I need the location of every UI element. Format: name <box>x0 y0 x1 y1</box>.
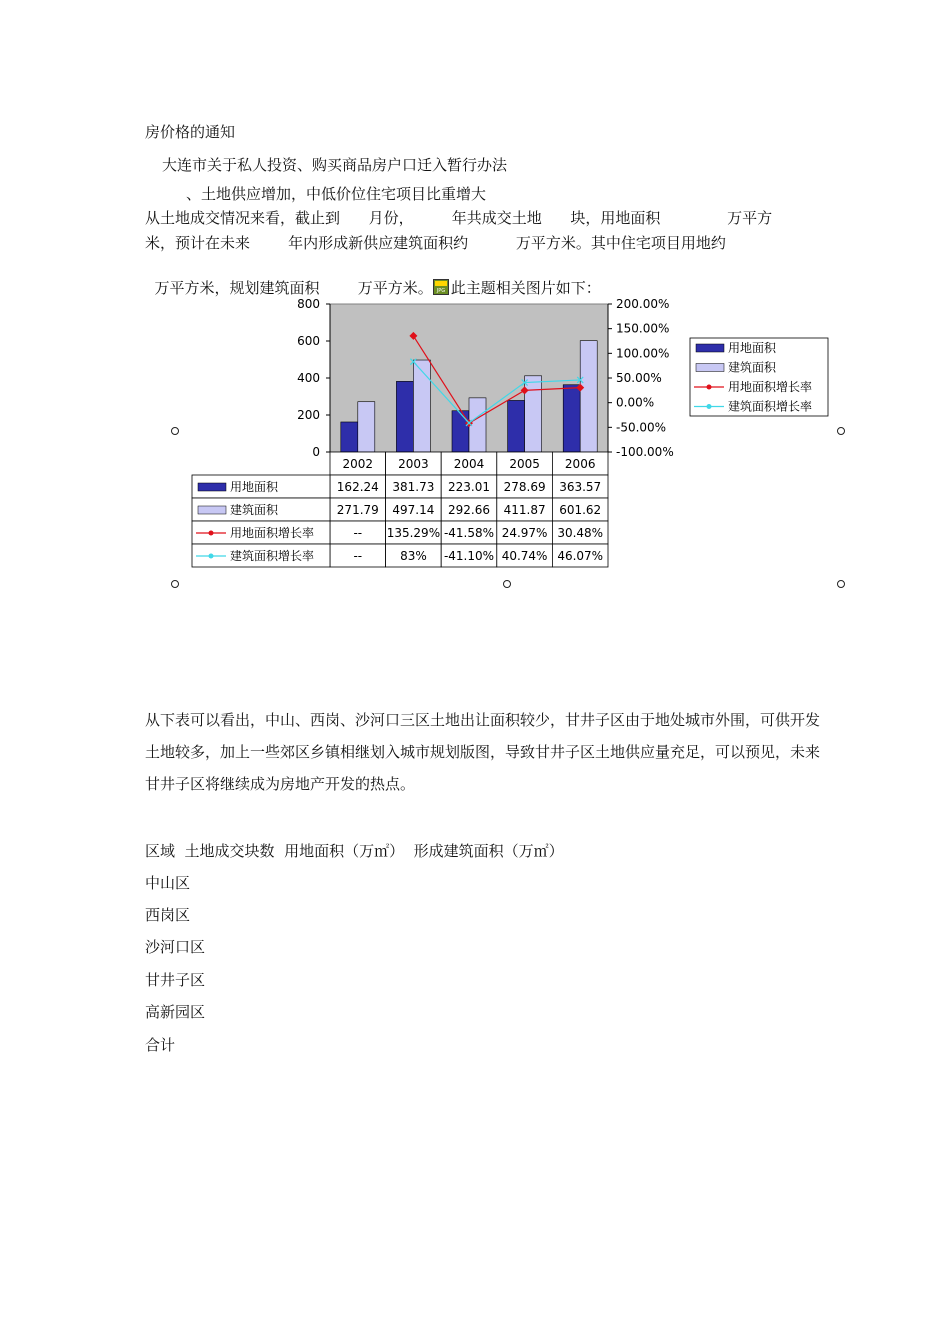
data-label: 278.69 <box>503 480 546 494</box>
legend-label: 用地面积 <box>728 341 777 355</box>
data-label: -41.58% <box>443 526 495 540</box>
left-tick-label: 200 <box>297 408 320 422</box>
data-label: 411.87 <box>503 503 546 517</box>
category-label: 2002 <box>342 457 374 471</box>
legend-marker <box>707 385 712 390</box>
table-row-label: 建筑面积增长率 <box>230 549 315 563</box>
table-series-marker <box>209 554 214 559</box>
data-label: 601.62 <box>559 503 602 517</box>
data-label: 271.79 <box>336 503 379 517</box>
heading-line-2: 大连市关于私人投资、购买商品房户口迁入暂行办法 <box>162 156 508 174</box>
right-tick-label: 100.00% <box>616 346 670 361</box>
text-line-4: 从土地成交情况来看，截止到 月份， 年共成交土地 块，用地面积 万平方 <box>145 209 773 227</box>
district-row: 中山区 <box>145 874 191 892</box>
data-label: 363.57 <box>559 480 602 494</box>
bar <box>452 411 469 452</box>
text-line-5: 米，预计在未来 年内形成新供应建筑面积约 万平方米。其中住宅项目用地约 <box>145 234 726 252</box>
right-tick-label: 0.00% <box>616 395 655 410</box>
district-row: 甘井子区 <box>145 971 206 989</box>
data-label: 497.14 <box>392 503 435 517</box>
left-tick-label: 0 <box>312 445 320 459</box>
resize-handle-bottom-right[interactable] <box>837 580 845 588</box>
table-series-swatch <box>198 506 226 514</box>
svg-text:JPG: JPG <box>436 288 445 294</box>
right-tick-label: -50.00% <box>616 420 667 435</box>
data-label: 381.73 <box>392 480 435 494</box>
district-table-header: 区域 土地成交块数 用地面积（万㎡） 形成建筑面积（万㎡） <box>145 842 564 860</box>
legend-label: 用地面积增长率 <box>728 380 813 394</box>
data-label: 30.48% <box>557 526 604 540</box>
text-line-6-a: 万平方米，规划建筑面积 万平方米。 <box>154 279 433 297</box>
data-label: 292.66 <box>448 503 490 517</box>
bar <box>508 400 525 452</box>
right-tick-label: 50.00% <box>616 371 662 385</box>
district-row: 合计 <box>145 1036 176 1054</box>
category-label: 2004 <box>453 457 485 471</box>
table-series-swatch <box>198 483 226 491</box>
analysis-paragraph: 从下表可以看出，中山、西岗、沙河口三区土地出让面积较少，甘井子区由于地处城市外围，可供开发土地较多，加上一些郊区乡镇相继划入城市规划版图，导致甘井子区土地供应量充足，可以预见，未来甘井子区将继续成为房地产开发的热点。 <box>145 711 821 793</box>
bar <box>396 381 413 452</box>
category-label: 2006 <box>564 457 596 471</box>
land-supply-chart <box>180 290 813 570</box>
table-series-marker <box>209 531 214 536</box>
heading-line-1: 房价格的通知 <box>145 123 236 141</box>
data-label: 135.29% <box>386 526 441 540</box>
data-label: 223.01 <box>448 480 490 494</box>
district-row: 沙河口区 <box>145 938 206 956</box>
data-label: -- <box>353 526 363 540</box>
table-row-label: 用地面积 <box>230 480 279 494</box>
legend-swatch <box>696 344 724 352</box>
bar <box>358 402 375 452</box>
bar <box>341 422 358 452</box>
data-table <box>192 452 608 567</box>
data-label: 83% <box>400 549 427 563</box>
district-row: 高新园区 <box>145 1003 206 1021</box>
resize-handle-middle-left[interactable] <box>171 427 179 435</box>
text-line-6-b: 此主题相关图片如下： <box>450 279 601 297</box>
right-tick-label: 150.00% <box>616 321 670 336</box>
legend-label: 建筑面积 <box>728 360 777 375</box>
bar <box>525 376 542 452</box>
data-label: 162.24 <box>336 480 379 494</box>
data-label: 40.74% <box>501 549 548 563</box>
table-row-label: 建筑面积 <box>230 503 279 517</box>
legend-label: 建筑面积增长率 <box>728 399 813 414</box>
data-label: 46.07% <box>557 549 604 563</box>
data-label: -- <box>353 549 363 563</box>
left-tick-label: 600 <box>297 334 320 348</box>
legend-swatch <box>696 364 724 372</box>
category-label: 2003 <box>398 457 429 471</box>
resize-handle-middle-right[interactable] <box>837 427 845 435</box>
data-label: 24.97% <box>501 526 548 540</box>
bar <box>413 360 430 452</box>
left-tick-label: 800 <box>297 297 320 311</box>
district-row: 西岗区 <box>145 906 191 924</box>
resize-handle-bottom-center[interactable] <box>503 580 511 588</box>
data-label: -41.10% <box>443 549 495 563</box>
left-tick-label: 400 <box>297 371 320 385</box>
resize-handle-bottom-left[interactable] <box>171 580 179 588</box>
right-tick-label: -100.00% <box>616 445 674 459</box>
bar <box>563 385 580 452</box>
table-row-label: 用地面积增长率 <box>230 526 315 540</box>
plot-area <box>297 297 674 459</box>
chart-legend <box>690 338 828 416</box>
right-tick-label: 200.00% <box>616 297 670 311</box>
legend-marker <box>707 404 712 409</box>
heading-line-3: 、土地供应增加，中低价位住宅项目比重增大 <box>186 185 487 203</box>
bar <box>580 341 597 452</box>
category-label: 2005 <box>509 457 540 471</box>
